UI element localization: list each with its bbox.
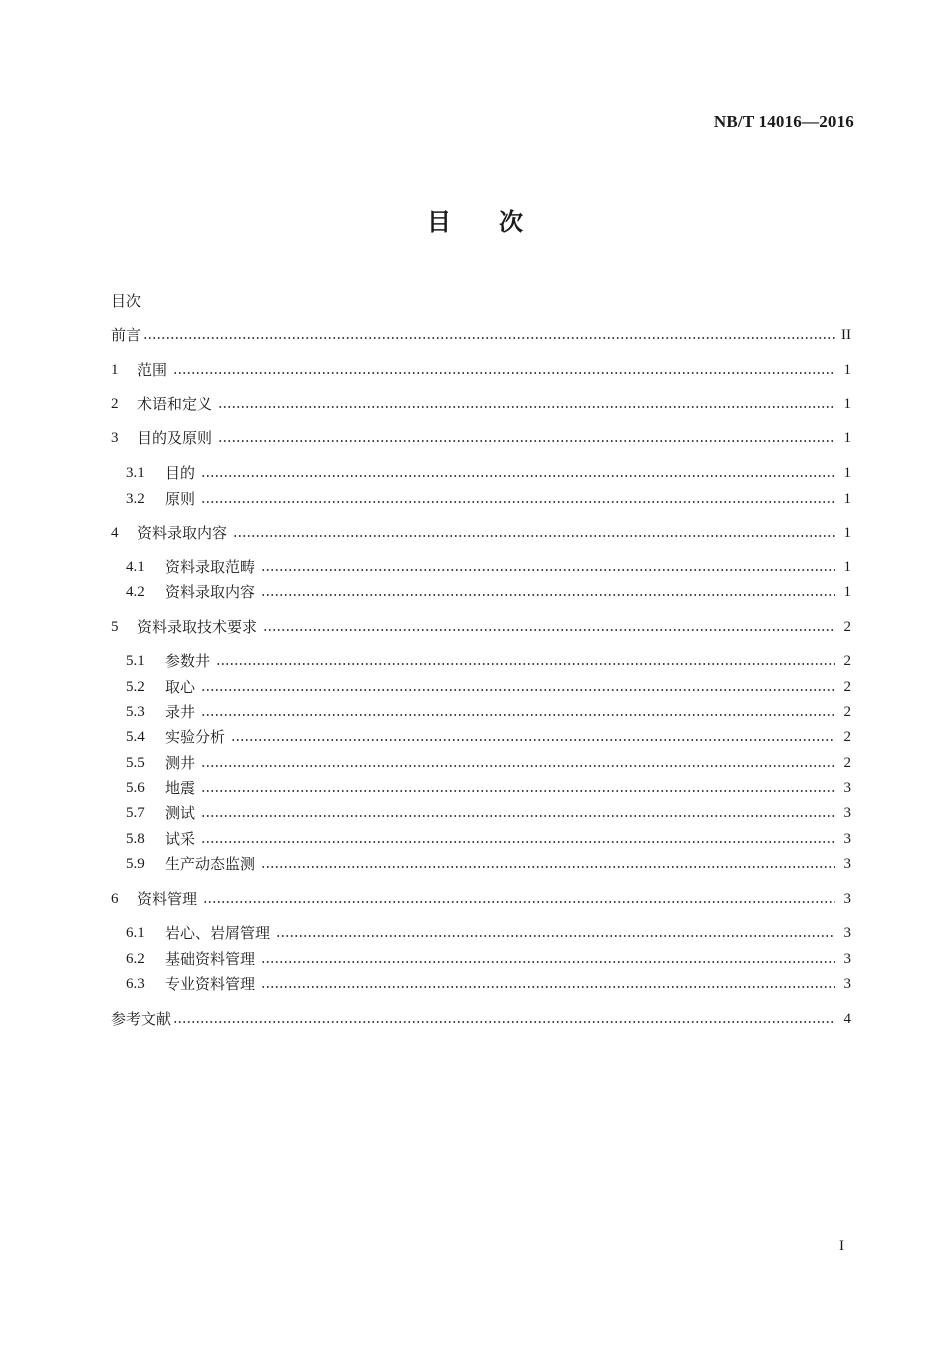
toc-number: 4.2	[126, 584, 145, 600]
toc-leader-dots	[216, 663, 835, 665]
toc-label: 原则	[165, 490, 196, 508]
toc-entry-s4-2[interactable]	[126, 580, 851, 604]
toc-leader-dots	[173, 372, 835, 374]
toc-leader-dots	[201, 689, 835, 691]
toc-label: 目的及原则	[137, 429, 213, 447]
standard-code: NB/T 14016—2016	[713, 112, 854, 131]
toc-page-number: 3	[843, 951, 851, 967]
toc-label: 取心	[165, 678, 196, 696]
toc-number: 3	[111, 430, 119, 446]
toc-number: 3.1	[126, 465, 145, 481]
toc-number: 5	[111, 619, 119, 635]
toc-entry-references[interactable]	[111, 1007, 851, 1031]
toc-number: 5.1	[126, 653, 145, 669]
toc-leader-dots	[261, 986, 835, 988]
toc-leader-dots	[231, 739, 835, 741]
toc-page-number: 1	[843, 525, 851, 541]
toc-leader-dots	[261, 866, 835, 868]
toc-entry-preface[interactable]	[111, 323, 851, 347]
toc-page-number: 1	[843, 491, 851, 507]
toc-leader-dots	[201, 765, 835, 767]
page-title: 目次	[427, 208, 571, 236]
toc-label: 目的	[165, 464, 196, 482]
toc-page-number: 3	[843, 976, 851, 992]
toc-leader-dots	[201, 475, 835, 477]
toc-number: 6.2	[126, 951, 145, 967]
toc-label: 范围	[137, 361, 168, 379]
toc-page-number: II	[841, 327, 851, 343]
toc-entry-ch3[interactable]	[111, 426, 851, 450]
toc-entry-s6-1[interactable]	[126, 921, 851, 945]
toc-heading: 目次	[111, 292, 142, 310]
toc-page-number: 3	[843, 925, 851, 941]
toc-number: 5.4	[126, 729, 145, 745]
toc-entry-s5-7[interactable]	[126, 801, 851, 825]
toc-leader-dots	[261, 569, 835, 571]
toc-page-number: 3	[843, 856, 851, 872]
toc-entry-s5-2[interactable]	[126, 675, 851, 699]
toc-entry-s5-4[interactable]	[126, 725, 851, 749]
toc-page-number: 1	[843, 396, 851, 412]
toc-label: 术语和定义	[137, 395, 213, 413]
toc-entry-s3-2[interactable]	[126, 487, 851, 511]
toc-page-number: 3	[843, 831, 851, 847]
toc-label: 生产动态监测	[165, 855, 256, 873]
toc-entry-ch4[interactable]	[111, 521, 851, 545]
toc-number: 6.3	[126, 976, 145, 992]
toc-entry-s5-5[interactable]	[126, 751, 851, 775]
toc-leader-dots	[201, 841, 835, 843]
toc-leader-dots	[218, 406, 835, 408]
toc-number: 6.1	[126, 925, 145, 941]
toc-page-number: 1	[843, 362, 851, 378]
toc-entry-s5-3[interactable]	[126, 700, 851, 724]
toc-page-number: 1	[843, 430, 851, 446]
toc-number: 5.9	[126, 856, 145, 872]
toc-page-number: 1	[843, 559, 851, 575]
toc-entry-s4-1[interactable]	[126, 555, 851, 579]
toc-page-number: 2	[843, 704, 851, 720]
toc-number: 1	[111, 362, 119, 378]
toc-label: 试采	[165, 830, 196, 848]
toc-leader-dots	[203, 901, 835, 903]
toc-page-number: 2	[843, 679, 851, 695]
toc-label: 岩心、岩屑管理	[165, 924, 271, 942]
toc-label: 资料录取内容	[165, 583, 256, 601]
toc-entry-ch5[interactable]	[111, 615, 851, 639]
toc-leader-dots	[201, 790, 835, 792]
toc-number: 5.7	[126, 805, 145, 821]
toc-page-number: 1	[843, 465, 851, 481]
toc-entry-s6-3[interactable]	[126, 972, 851, 996]
toc-label: 资料管理	[137, 890, 198, 908]
toc-leader-dots	[201, 815, 835, 817]
toc-label: 资料录取内容	[137, 524, 228, 542]
toc-number: 6	[111, 891, 119, 907]
toc-label: 实验分析	[165, 728, 226, 746]
toc-page-number: 3	[843, 891, 851, 907]
toc-label: 参数井	[165, 652, 211, 670]
toc-entry-s3-1[interactable]	[126, 461, 851, 485]
toc-entry-s5-1[interactable]	[126, 649, 851, 673]
toc-number: 5.6	[126, 780, 145, 796]
toc-number: 5.8	[126, 831, 145, 847]
toc-entry-s5-6[interactable]	[126, 776, 851, 800]
toc-number: 2	[111, 396, 119, 412]
toc-label: 专业资料管理	[165, 975, 256, 993]
toc-label: 测井	[165, 754, 196, 772]
toc-label: 测试	[165, 804, 196, 822]
toc-label: 前言	[111, 326, 142, 344]
toc-leader-dots	[261, 594, 835, 596]
toc-entry-ch2[interactable]	[111, 392, 851, 416]
toc-page-number: 1	[843, 584, 851, 600]
toc-label: 基础资料管理	[165, 950, 256, 968]
toc-leader-dots	[201, 714, 835, 716]
toc-label: 地震	[165, 779, 196, 797]
toc-page-number: 2	[843, 729, 851, 745]
toc-label: 参考文献	[111, 1010, 172, 1028]
toc-leader-dots	[276, 935, 835, 937]
footer-page-number: I	[839, 1238, 844, 1254]
toc-page-number: 3	[843, 805, 851, 821]
toc-leader-dots	[201, 501, 835, 503]
toc-number: 5.5	[126, 755, 145, 771]
toc-leader-dots	[218, 440, 835, 442]
toc-leader-dots	[173, 1021, 835, 1023]
toc-label: 资料录取范畴	[165, 558, 256, 576]
toc-label: 资料录取技术要求	[137, 618, 258, 636]
toc-page-number: 2	[843, 619, 851, 635]
toc-number: 5.3	[126, 704, 145, 720]
toc-leader-dots	[263, 629, 835, 631]
toc-page-number: 2	[843, 653, 851, 669]
toc-entry-s6-2[interactable]	[126, 947, 851, 971]
toc-leader-dots	[261, 961, 835, 963]
toc-number: 4	[111, 525, 119, 541]
toc-label: 录井	[165, 703, 196, 721]
toc-page-number: 3	[843, 780, 851, 796]
toc-page-number: 4	[843, 1011, 851, 1027]
toc-page-number: 2	[843, 755, 851, 771]
toc-entry-s5-8[interactable]	[126, 827, 851, 851]
toc-number: 4.1	[126, 559, 145, 575]
toc-number: 5.2	[126, 679, 145, 695]
toc-entry-ch6[interactable]	[111, 887, 851, 911]
toc-leader-dots	[143, 337, 835, 339]
toc-leader-dots	[233, 535, 835, 537]
toc-entry-s5-9[interactable]	[126, 852, 851, 876]
toc-entry-ch1[interactable]	[111, 358, 851, 382]
toc-number: 3.2	[126, 491, 145, 507]
